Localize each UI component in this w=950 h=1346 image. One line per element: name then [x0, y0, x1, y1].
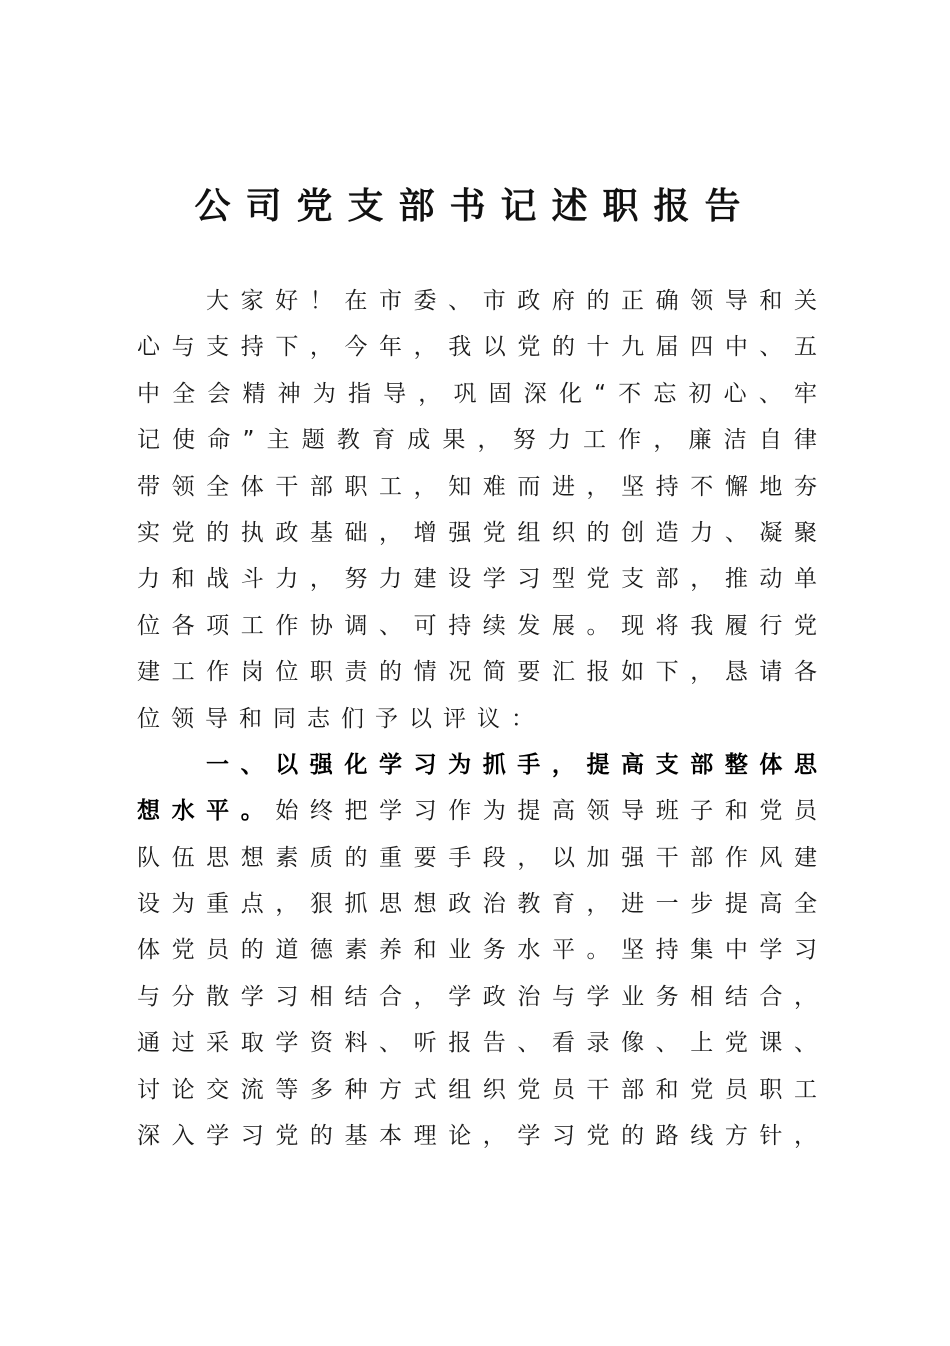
paragraph-line: 实党的执政基础，增强党组织的创造力、凝聚	[137, 519, 817, 546]
section-heading-end: 想水平。	[137, 798, 276, 825]
paragraph-line: 队伍思想素质的重要手段，以加强干部作风建	[137, 844, 817, 871]
section-text: 始终把学习作为提高领导班子和党员	[275, 798, 817, 825]
paragraph-line: 设为重点，狠抓思想政治教育，进一步提高全	[137, 891, 817, 918]
section-heading: 一、以强化学习为抓手，提高支部整体思	[206, 751, 817, 778]
document-body	[137, 278, 817, 1159]
paragraph-line: 中全会精神为指导，巩固深化“不忘初心、牢	[137, 380, 817, 407]
paragraph-line: 力和战斗力，努力建设学习型党支部，推动单	[137, 566, 817, 593]
paragraph-line: 位领导和同志们予以评议：	[137, 705, 545, 732]
paragraph-line: 心与支持下，今年，我以党的十九届四中、五	[137, 334, 817, 361]
paragraph-line: 带领全体干部职工，知难而进，坚持不懈地夯	[137, 473, 817, 500]
section-heading-continuation	[137, 788, 817, 834]
paragraph-line: 位各项工作协调、可持续发展。现将我履行党	[137, 612, 817, 639]
paragraph-line: 讨论交流等多种方式组织党员干部和党员职工	[137, 1076, 817, 1103]
paragraph-line: 记使命”主题教育成果，努力工作，廉洁自律	[137, 427, 817, 454]
paragraph-line: 通过采取学资料、听报告、看录像、上党课、	[137, 1030, 817, 1057]
paragraph-line: 与分散学习相结合，学政治与学业务相结合，	[137, 983, 817, 1010]
document-title: 公司党支部书记述职报告	[194, 185, 756, 227]
paragraph-line: 建工作岗位职责的情况简要汇报如下，恳请各	[137, 659, 817, 686]
paragraph-line: 大家好！在市委、市政府的正确领导和关	[206, 288, 817, 314]
paragraph-line: 体党员的道德素养和业务水平。坚持集中学习	[137, 937, 817, 964]
paragraph-line: 深入学习党的基本理论，学习党的路线方针，	[137, 1123, 817, 1150]
